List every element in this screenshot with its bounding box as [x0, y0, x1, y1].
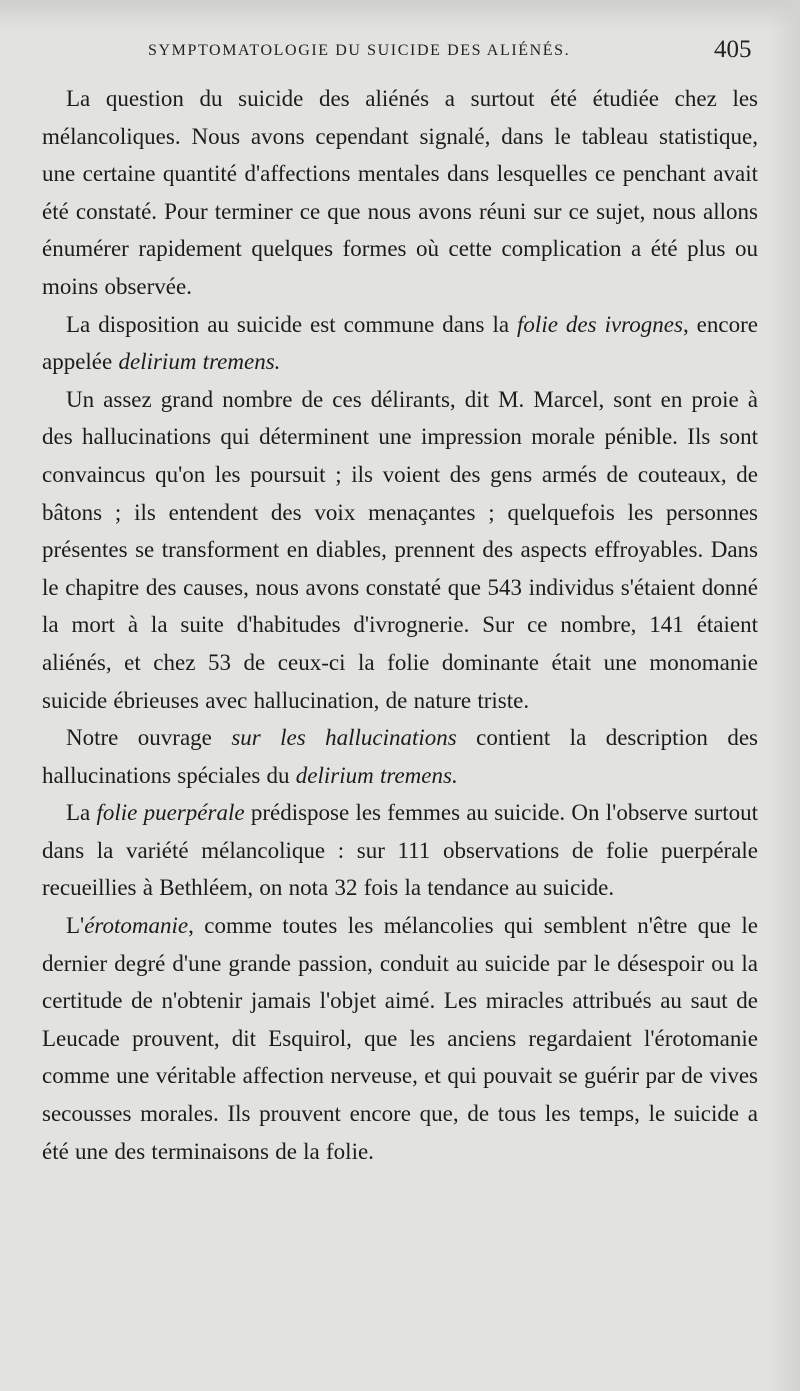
text-run: , comme toutes les mélancolies qui semblent n'être que le dernier degré d'une grande passion, conduit au suicide par le désespoir ou la certitude de n'obtenir jamais l'objet aimé. Les miracles attribués au saut de Leucade prouvent, dit Esquirol, que les anciens regardaient l'érotomanie comme une véritable affection nerveuse, et qui pouvait se guérir par de vives secousses morales. Ils prouvent encore que, de tous les temps, le suicide a été une des terminaisons de la folie.	[42, 913, 758, 1164]
paper-shadow-top	[0, 0, 800, 30]
text-run: La question du suicide des aliénés a surtout été étudiée chez les mélancoliques. Nous avons cependant signalé, dans le tableau statistique, une certaine quantité d'affections mentales dans lesquelles ce penchant avait été constaté. Pour terminer ce que nous avons réuni sur ce sujet, nous allons énumérer rapidement quelques formes où cette complication a été plus ou moins observée.	[42, 86, 758, 299]
text-run: , encore appelée	[42, 311, 758, 375]
italic-text: sur les hallucinations	[231, 725, 457, 751]
paragraph	[42, 719, 758, 794]
text-run: Un assez grand nombre de ces délirants, dit M. Marcel, sont en proie à des hallucinations qui déterminent une impression morale pénible. Ils sont convaincus qu'on les poursuit ; ils voient des gens armés de couteaux, de bâtons ; ils entendent des voix menaçantes ; quelquefois les personnes présentes se transforment en diables, prennent des aspects effroyables. Dans le chapitre des causes, nous avons constaté que 543 individus s'étaient donné la mort à la suite d'habitudes d'ivrognerie. Sur ce nombre, 141 étaient aliénés, et chez 53 de ceux-ci la folie dominante était une monomanie suicide ébrieuses avec hallucination, de nature triste.	[42, 386, 758, 713]
page-number: 405	[714, 36, 752, 63]
page-header	[0, 36, 800, 76]
italic-text: delirium tremens.	[118, 349, 281, 375]
paragraph	[42, 80, 758, 306]
paragraph	[42, 306, 758, 381]
text-run: L'	[66, 913, 85, 939]
text-run: prédispose les femmes au suicide. On l'observe surtout dans la variété mélancolique : sur 111 observations de folie puerpérale recueillies à Bethléem, on nota 32 fois la tendance au suicide.	[42, 800, 758, 901]
text-run: La disposition au suicide est commune dans la	[66, 311, 518, 337]
paragraph	[42, 794, 758, 907]
text-run: La	[66, 800, 97, 826]
running-title: SYMPTOMATOLOGIE DU SUICIDE DES ALIÉNÉS.	[148, 42, 571, 59]
italic-text: delirium tremens.	[295, 762, 458, 788]
text-run: contient la description des hallucinations spéciales du	[42, 725, 758, 788]
paragraph	[42, 381, 758, 719]
italic-text: folie des ivrognes	[517, 311, 683, 337]
body-text	[42, 80, 758, 1170]
paper-shadow-right	[770, 0, 800, 1391]
italic-text: érotomanie	[84, 913, 189, 939]
italic-text: folie puerpérale	[96, 800, 245, 826]
paragraph	[42, 907, 758, 1170]
text-run: Notre ouvrage	[66, 725, 232, 751]
